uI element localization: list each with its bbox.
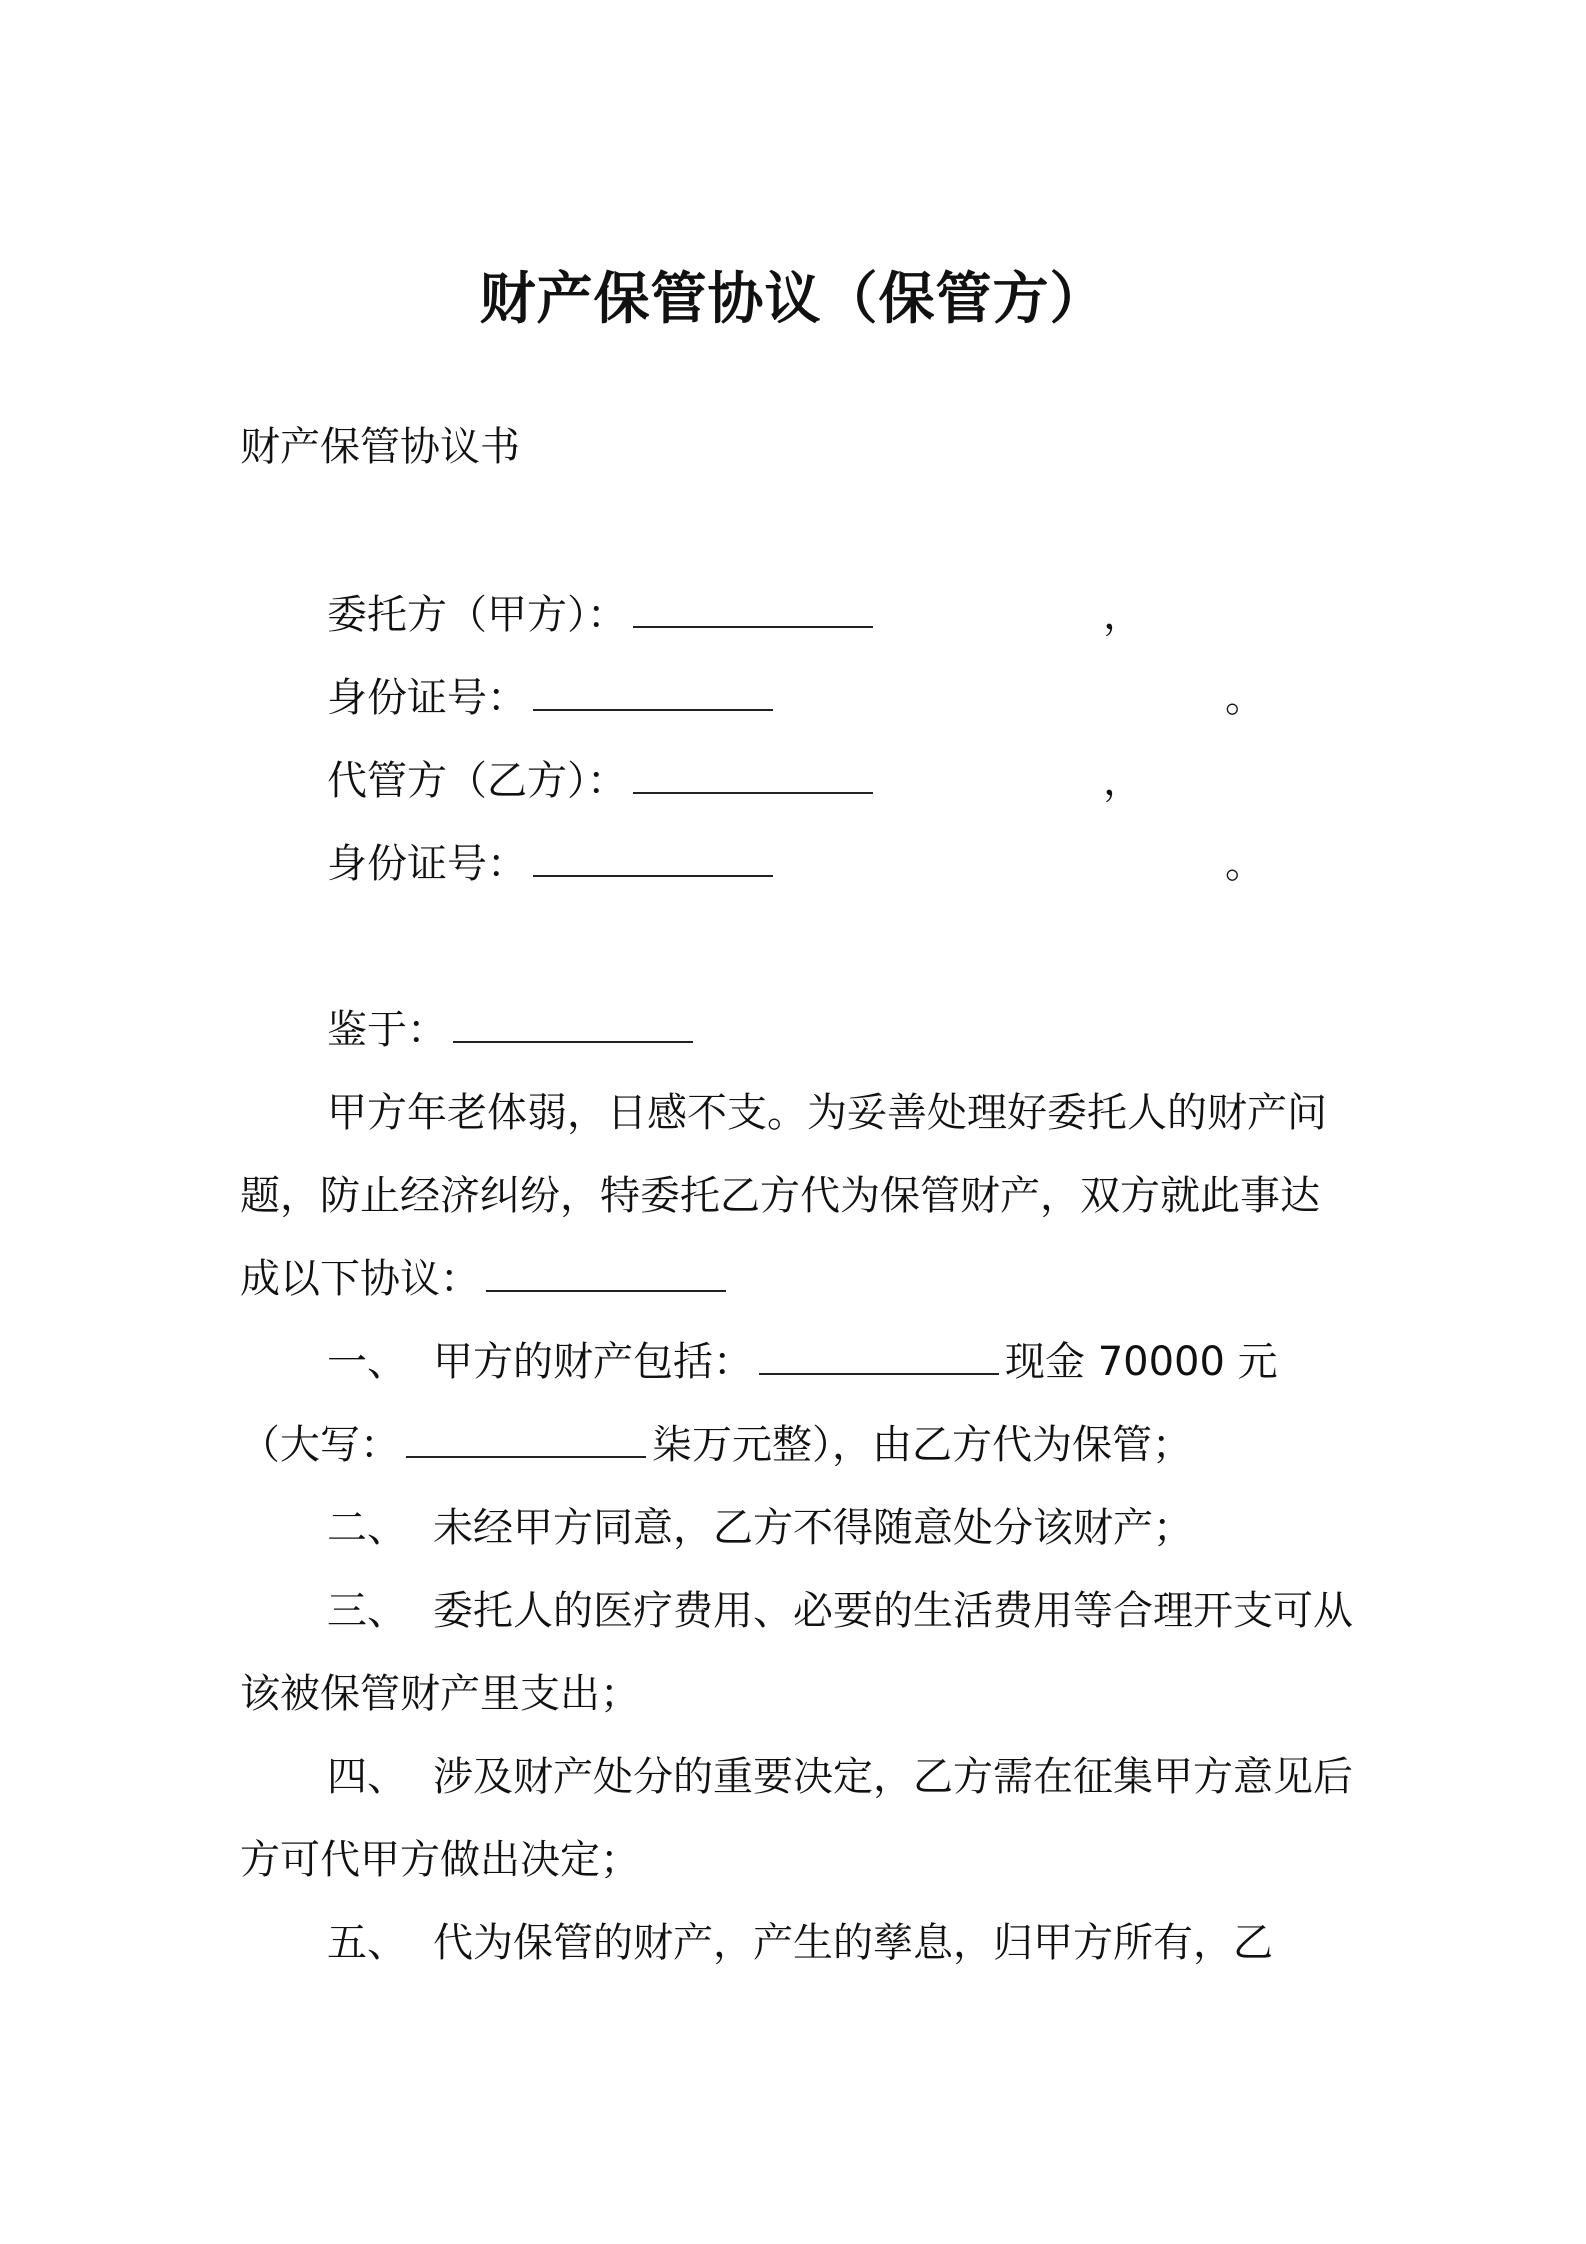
clause-2-text: 未经甲方同意，乙方不得随意处分该财产； — [433, 1505, 1193, 1551]
party-a-blank — [633, 592, 873, 628]
party-b-blank — [633, 758, 873, 794]
party-a-id-line — [327, 666, 779, 723]
party-a-label: 委托方（甲方）： — [327, 592, 627, 638]
clause-1-blank-b — [406, 1422, 646, 1458]
clause-1-number: 一、 — [327, 1339, 407, 1385]
clause-5-number: 五、 — [327, 1920, 407, 1966]
clause-1-part-c: 柒万元整），由乙方代为保管； — [652, 1422, 1192, 1468]
clause-4-text: 涉及财产处分的重要决定，乙方需在征集甲方意见后方可代甲方做出决定； — [240, 1754, 1353, 1883]
clause-5 — [240, 1902, 1355, 1985]
whereas-label: 鉴于： — [327, 1007, 447, 1053]
clause-3-text: 委托人的医疗费用、必要的生活费用等合理开支可从该被保管财产里支出； — [240, 1588, 1353, 1717]
clause-3 — [240, 1570, 1355, 1736]
page-title: 财产保管协议（保管方） — [479, 267, 1107, 332]
intro-text: 甲方年老体弱，日感不支。为妥善处理好委托人的财产问题，防止经济纠纷，特委托乙方代为保管财产，双方就此事达成以下协议： — [240, 1090, 1327, 1302]
clause-5-text: 代为保管的财产，产生的孳息，归甲方所有，乙 — [433, 1920, 1273, 1966]
clause-1 — [240, 1321, 1355, 1487]
clause-2 — [240, 1487, 1355, 1570]
party-a-id-punct: 。 — [1225, 675, 1265, 721]
party-b-id-label: 身份证号： — [327, 841, 527, 887]
party-b-line — [327, 749, 879, 806]
party-a-line — [327, 583, 879, 640]
party-b-id-blank — [533, 841, 773, 877]
clause-1-part-a: 甲方的财产包括： — [433, 1339, 753, 1385]
clause-1-blank-a — [759, 1339, 999, 1375]
clause-4 — [240, 1736, 1355, 1902]
clause-1-part-b: 现金 70000 元（大写： — [240, 1339, 1278, 1468]
party-a-id-label: 身份证号： — [327, 675, 527, 721]
intro-paragraph — [240, 1072, 1355, 1321]
clause-3-number: 三、 — [327, 1588, 407, 1634]
party-a-punct: ， — [1103, 592, 1143, 638]
party-b-label: 代管方（乙方）： — [327, 758, 627, 804]
document-subtitle: 财产保管协议书 — [240, 424, 520, 470]
party-b-punct: ， — [1103, 758, 1143, 804]
clause-4-number: 四、 — [327, 1754, 407, 1800]
intro-blank — [486, 1256, 726, 1292]
whereas-blank — [453, 1007, 693, 1043]
party-b-id-line — [327, 832, 779, 889]
clause-2-number: 二、 — [327, 1505, 407, 1551]
party-b-id-punct: 。 — [1225, 841, 1265, 887]
whereas-line — [327, 998, 699, 1055]
party-a-id-blank — [533, 675, 773, 711]
